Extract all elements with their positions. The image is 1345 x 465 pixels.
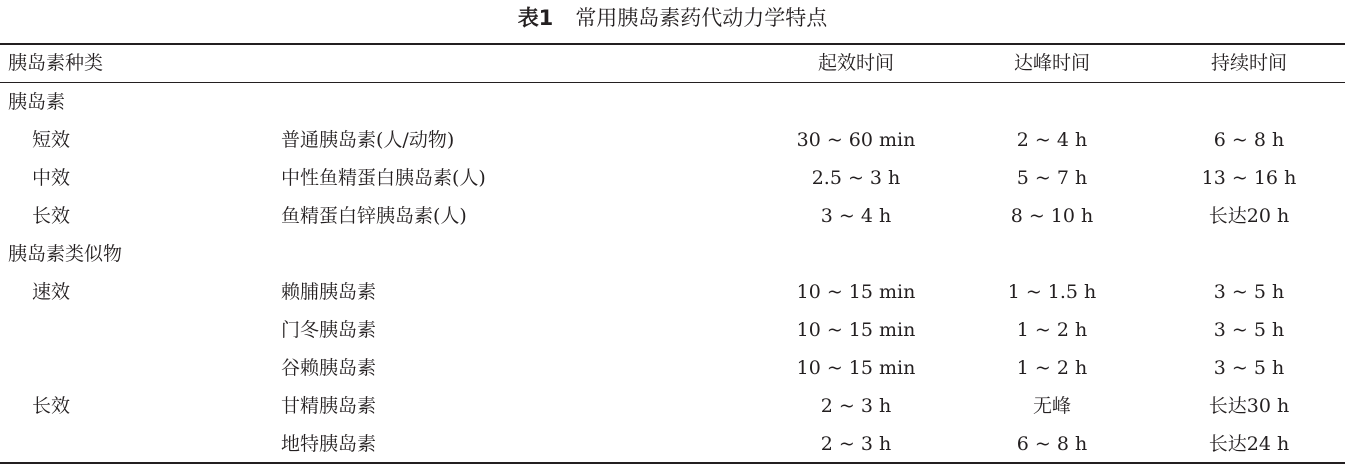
header-peak-time: 达峰时间 <box>1013 52 1090 74</box>
onset-value: 3 ~ 4 h <box>820 205 892 227</box>
duration-value: 长达24 h <box>1208 433 1290 455</box>
header-onset-time: 起效时间 <box>817 52 894 74</box>
table-row <box>0 387 1345 425</box>
onset-value: 10 ~ 15 min <box>796 319 916 341</box>
peak-value: 1 ~ 1.5 h <box>1007 281 1097 303</box>
class-label: 中效 <box>32 167 71 189</box>
drug-name: 赖脯胰岛素 <box>281 281 377 303</box>
peak-value: 1 ~ 2 h <box>1016 319 1088 341</box>
table-caption <box>0 0 1345 36</box>
drug-name: 谷赖胰岛素 <box>281 357 377 379</box>
onset-value: 30 ~ 60 min <box>796 129 916 151</box>
table-row <box>0 83 1345 121</box>
table-row <box>0 235 1345 273</box>
class-label: 长效 <box>32 205 71 227</box>
peak-value: 8 ~ 10 h <box>1010 205 1094 227</box>
duration-value: 3 ~ 5 h <box>1213 319 1285 341</box>
class-label: 短效 <box>32 129 71 151</box>
table-header <box>0 44 1345 82</box>
duration-value: 3 ~ 5 h <box>1213 357 1285 379</box>
group-label: 胰岛素 <box>8 91 66 113</box>
table-row <box>0 273 1345 311</box>
class-label: 速效 <box>32 281 71 303</box>
table-row <box>0 349 1345 387</box>
header-duration-time: 持续时间 <box>1210 52 1287 74</box>
table-row <box>0 425 1345 463</box>
duration-value: 6 ~ 8 h <box>1213 129 1285 151</box>
class-label: 长效 <box>32 395 71 417</box>
peak-value: 5 ~ 7 h <box>1016 167 1088 189</box>
table-number: 表1 <box>517 6 554 30</box>
peak-value: 1 ~ 2 h <box>1016 357 1088 379</box>
onset-value: 2.5 ~ 3 h <box>811 167 901 189</box>
table-row <box>0 121 1345 159</box>
duration-value: 13 ~ 16 h <box>1201 167 1297 189</box>
drug-name: 地特胰岛素 <box>281 433 377 455</box>
drug-name: 普通胰岛素(人/动物) <box>281 129 455 151</box>
onset-value: 10 ~ 15 min <box>796 281 916 303</box>
duration-value: 长达20 h <box>1208 205 1290 227</box>
table-title: 常用胰岛素药代动力学特点 <box>575 6 828 30</box>
group-label: 胰岛素类似物 <box>8 243 123 265</box>
onset-value: 2 ~ 3 h <box>820 433 892 455</box>
drug-name: 门冬胰岛素 <box>281 319 377 341</box>
peak-value: 6 ~ 8 h <box>1016 433 1088 455</box>
duration-value: 3 ~ 5 h <box>1213 281 1285 303</box>
drug-name: 鱼精蛋白锌胰岛素(人) <box>281 205 467 227</box>
table-row <box>0 311 1345 349</box>
onset-value: 2 ~ 3 h <box>820 395 892 417</box>
duration-value: 长达30 h <box>1208 395 1290 417</box>
peak-value: 无峰 <box>1032 395 1071 417</box>
drug-name: 甘精胰岛素 <box>281 395 377 417</box>
table-row <box>0 159 1345 197</box>
table-bottom-rule <box>0 462 1345 464</box>
table-row <box>0 197 1345 235</box>
onset-value: 10 ~ 15 min <box>796 357 916 379</box>
drug-name: 中性鱼精蛋白胰岛素(人) <box>281 167 486 189</box>
peak-value: 2 ~ 4 h <box>1016 129 1088 151</box>
header-insulin-type: 胰岛素种类 <box>8 52 104 74</box>
